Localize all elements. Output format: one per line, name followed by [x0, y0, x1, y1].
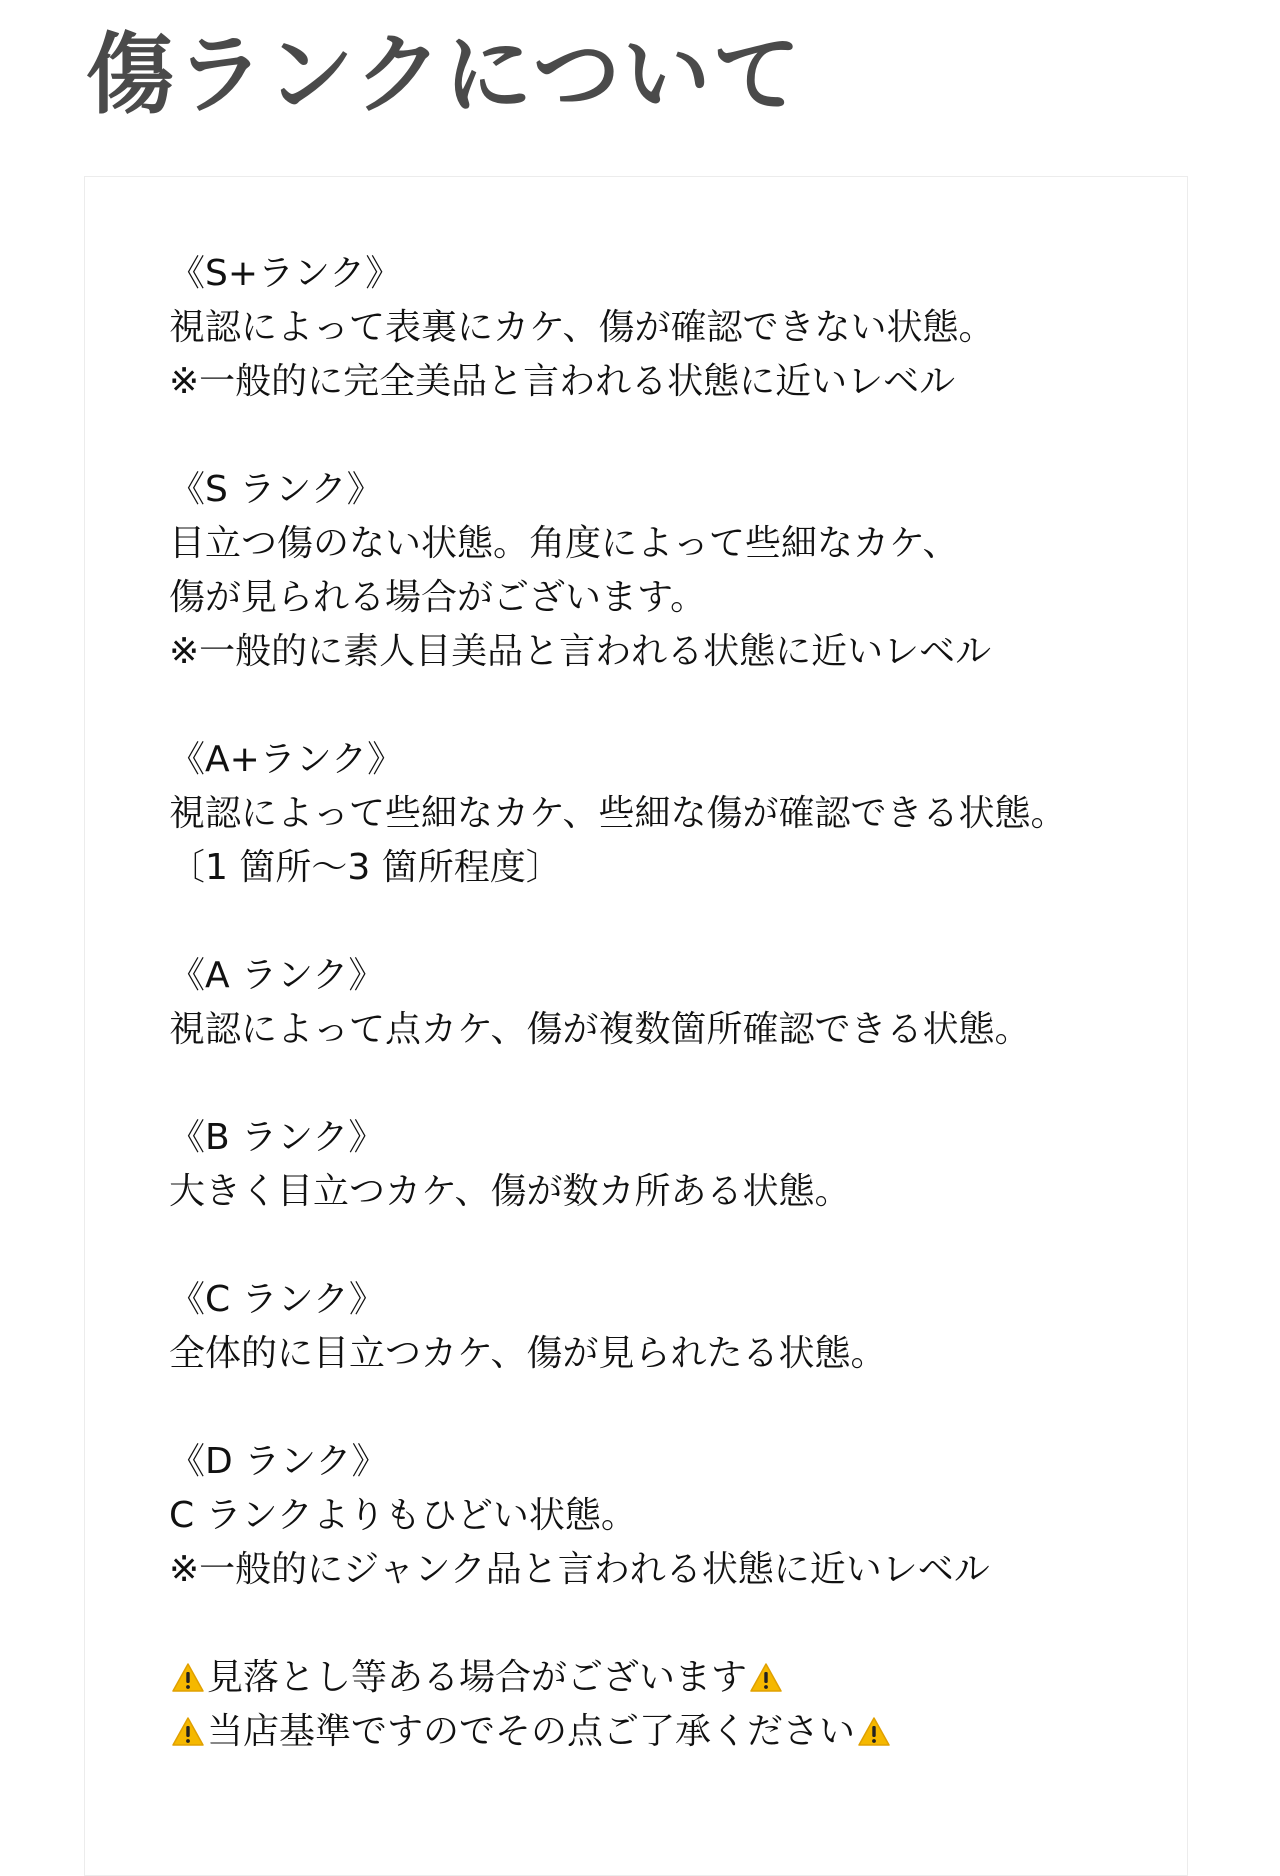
rank-heading: 《C ランク》	[169, 1279, 385, 1320]
rank-section-b	[169, 1111, 1129, 1219]
rank-heading: 《D ランク》	[169, 1441, 388, 1482]
warning-icon	[171, 1661, 205, 1695]
rank-heading: 《A+ランク》	[169, 739, 404, 780]
rank-note: ※一般的に完全美品と言われる状態に近いレベル	[169, 361, 956, 402]
rank-note: 〔1 箇所〜3 箇所程度〕	[169, 847, 562, 888]
spacer	[169, 895, 1129, 949]
content-box	[84, 176, 1188, 1876]
warning-icon	[749, 1661, 783, 1695]
rank-description: 視認によって点カケ、傷が複数箇所確認できる状態。	[169, 1009, 1031, 1050]
spacer	[169, 1219, 1129, 1273]
rank-heading: 《A ランク》	[169, 955, 385, 996]
rank-description: 視認によって些細なカケ、些細な傷が確認できる状態。	[169, 793, 1067, 834]
rank-heading: 《B ランク》	[169, 1117, 385, 1158]
rank-heading: 《S+ランク》	[169, 253, 402, 294]
rank-section-s-plus	[169, 247, 1129, 409]
spacer	[169, 1381, 1129, 1435]
spacer	[169, 679, 1129, 733]
notice-line	[169, 1651, 1129, 1705]
rank-description: 視認によって表裏にカケ、傷が確認できない状態。	[169, 307, 995, 348]
rank-section-d	[169, 1435, 1129, 1597]
warning-icon	[171, 1715, 205, 1749]
rank-description: C ランクよりもひどい状態。	[169, 1495, 637, 1536]
rank-section-a	[169, 949, 1129, 1057]
rank-section-s	[169, 463, 1129, 679]
rank-note: ※一般的に素人目美品と言われる状態に近いレベル	[169, 631, 992, 672]
spacer	[169, 409, 1129, 463]
notice-text: 見落とし等ある場合がございます	[207, 1657, 748, 1698]
notice-section	[169, 1651, 1129, 1759]
spacer	[169, 1597, 1129, 1651]
spacer	[169, 1057, 1129, 1111]
rank-description: 目立つ傷のない状態。角度によって些細なカケ、	[169, 523, 959, 564]
rank-section-c	[169, 1273, 1129, 1381]
notice-text: 当店基準ですのでその点ご了承ください	[207, 1711, 856, 1752]
rank-note: ※一般的にジャンク品と言われる状態に近いレベル	[169, 1549, 990, 1590]
rank-description: 大きく目立つカケ、傷が数カ所ある状態。	[169, 1171, 851, 1212]
notice-line	[169, 1705, 1129, 1759]
rank-heading: 《S ランク》	[169, 469, 383, 510]
rank-description: 全体的に目立つカケ、傷が見られたる状態。	[169, 1333, 887, 1374]
rank-description: 傷が見られる場合がございます。	[169, 577, 707, 618]
warning-icon	[857, 1715, 891, 1749]
page-title: 傷ランクについて	[86, 23, 803, 126]
rank-list	[169, 247, 1129, 1759]
rank-section-a-plus	[169, 733, 1129, 895]
